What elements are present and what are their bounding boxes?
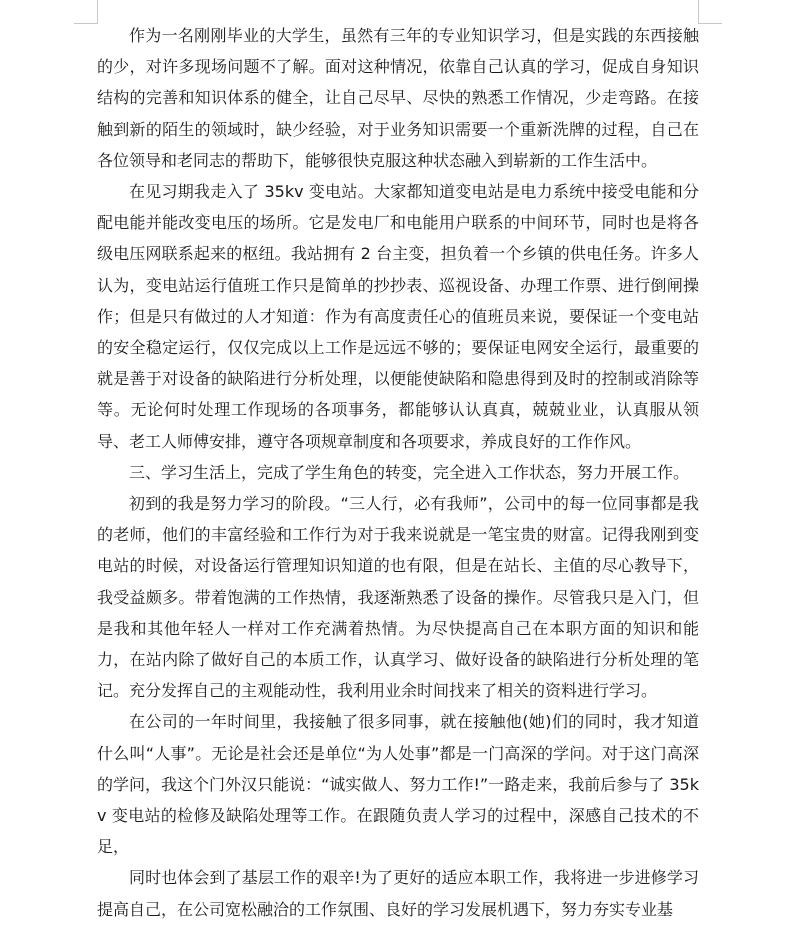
paragraph: 三、学习生活上，完成了学生角色的转变，完全进入工作状态，努力开展工作。 <box>129 462 690 482</box>
paragraph: 同时也体会到了基层工作的艰辛!为了更好的适应本职工作，我将进一步进修学习提高自己，在公司宽松融洽的工作氛围、良好的学习发展机遇下，努力夯实专业基 <box>97 868 699 919</box>
document-body <box>97 20 699 925</box>
top-left-margin-marker <box>74 0 98 24</box>
paragraph: 在公司的一年时间里，我接触了很多同事，就在接触他(她)们的同时，我才知道什么叫“人事”。无论是社会还是单位“为人处事”都是一门高深的学问。对于这门高深的学问，我这个门外汉只能说：“诚实做人、努力工作!”一路走来，我前后参与了 35kv 变电站的检修及缺陷处理等工作。在跟随负责人学习的过程中，深感自己技术的不足， <box>97 712 699 857</box>
paragraph: 初到的我是努力学习的阶段。“三人行，必有我师”，公司中的每一位同事都是我的老师，他们的丰富经验和工作行为对于我来说就是一笔宝贵的财富。记得我刚到变电站的时候，对设备运行管理知识知道的也有限，但是在站长、主值的尽心教导下，我受益颇多。带着饱满的工作热情，我逐渐熟悉了设备的操作。尽管我只是入门，但是我和其他年轻人一样对工作充满着热情。为尽快提高自己在本职方面的知识和能力，在站内除了做好自己的本质工作，认真学习、做好设备的缺陷进行分析处理的笔记。充分发挥自己的主观能动性，我利用业余时间找来了相关的资料进行学习。 <box>97 494 699 701</box>
top-right-margin-marker <box>698 0 722 24</box>
paragraph: 作为一名刚刚毕业的大学生，虽然有三年的专业知识学习，但是实践的东西接触的少，对许多现场问题不了解。面对这种情况，依靠自己认真的学习，促成自身知识结构的完善和知识体系的健全，让自己尽早、尽快的熟悉工作情况，少走弯路。在接触到新的陌生的领域时，缺少经验，对于业务知识需要一个重新洗牌的过程，自己在各位领导和老同志的帮助下，能够很快克服这种状态融入到崭新的工作生活中。 <box>97 26 699 170</box>
paragraph: 在见习期我走入了 35kv 变电站。大家都知道变电站是电力系统中接受电能和分配电能并能改变电压的场所。它是发电厂和电能用户联系的中间环节，同时也是将各级电压网联系起来的枢纽。我站拥有 2 台主变，担负着一个乡镇的供电任务。许多人认为，变电站运行值班工作只是简单的抄抄表、巡视设备、办理工作票、进行倒闸操作；但是只有做过的人才知道：作为有高度责任心的值班员来说，要保证一个变电站的安全稳定运行，仅仅完成以上工作是远远不够的；要保证电网安全运行，最重要的就是善于对设备的缺陷进行分析处理，以便能使缺陷和隐患得到及时的控制或消除等等。无论何时处理工作现场的各项事务，都能够认认真真，兢兢业业，认真服从领导、老工人师傅安排，遵守各项规章制度和各项要求，养成良好的工作作风。 <box>97 182 699 451</box>
